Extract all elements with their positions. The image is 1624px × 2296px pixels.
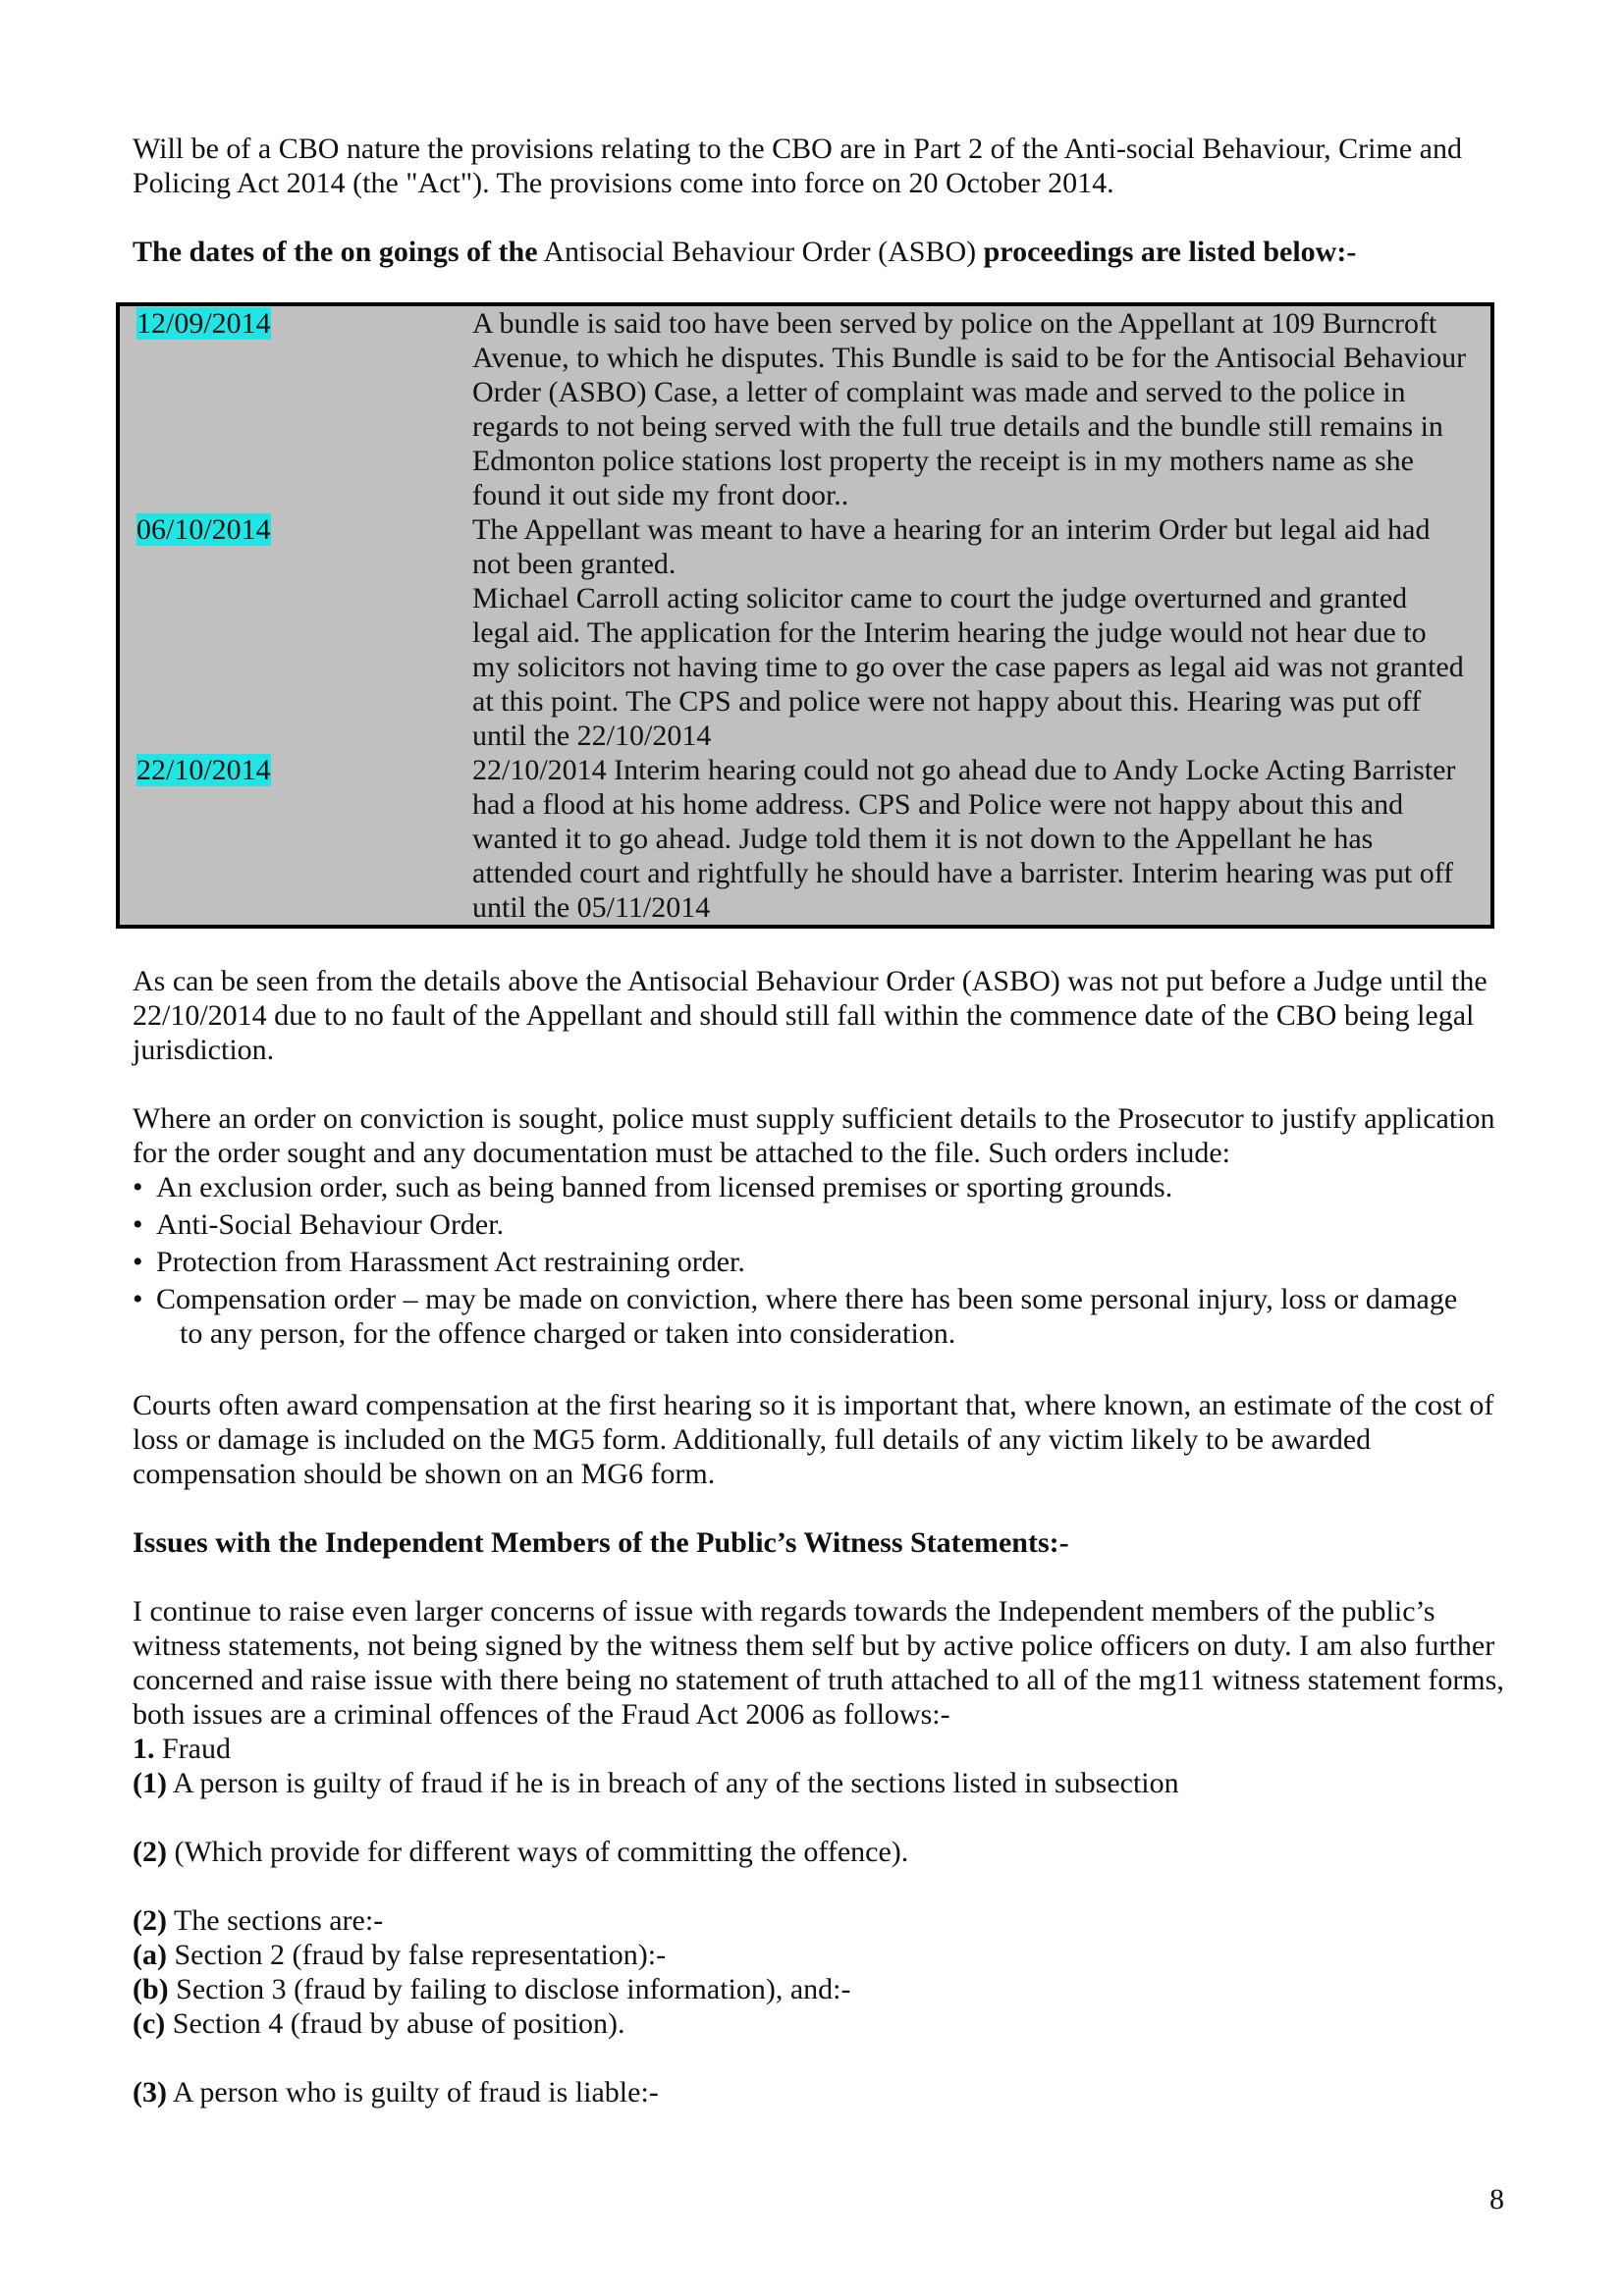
subsection-number: (2) — [133, 1904, 167, 1937]
orders-intro: Where an order on conviction is sought, police must supply sufficient details to the Prosecutor to justify application for the order sought and any documentation must be attached to the file. Such orders include: — [133, 1102, 1495, 1169]
bullet-icon: • — [133, 1171, 143, 1203]
list-item-text: An exclusion order, such as being banned from licensed premises or sporting grounds. — [156, 1171, 1173, 1203]
event-date-cell — [118, 512, 472, 753]
fraud-section-b — [133, 1972, 1507, 2006]
section-text: Section 3 (fraud by failing to disclose information), and:- — [176, 1973, 851, 2005]
event-date: 12/09/2014 — [136, 307, 271, 340]
subsection-text: A person who is guilty of fraud is liable:- — [172, 2076, 659, 2109]
fraud-section-a — [133, 1938, 1507, 1972]
list-item-text-continued: to any person, for the offence charged or taken into consideration. — [180, 1317, 956, 1350]
fraud-title-text: Fraud — [162, 1733, 231, 1765]
event-date-cell — [118, 753, 472, 927]
list-item-text: Protection from Harassment Act restraining order. — [156, 1246, 745, 1278]
after-table-paragraph: As can be seen from the details above the Antisocial Behaviour Order (ASBO) was not put before a Judge until the 22/10/2014 due to no fault of the Appellant and should still fall within the commence date of the CBO being legal jurisdiction. — [133, 965, 1488, 1066]
compensation-paragraph: Courts often award compensation at the first hearing so it is important that, where known, an estimate of the cost of loss or damage is included on the MG5 form. Additionally, full details of any victim likely to be awarded compensation should be shown on an MG6 form. — [133, 1389, 1494, 1490]
list-item — [133, 1282, 1507, 1351]
orders-list — [133, 1170, 1507, 1351]
bullet-icon: • — [133, 1246, 143, 1278]
event-description-continued: Michael Carroll acting solicitor came to court the judge overturned and granted legal aid. The application for the Interim hearing the judge would not hear due to my solicitors not having time to go over the case papers as legal aid was not granted at this point. The CPS and police were not happy about this. Hearing was put off until the 22/10/2014 — [472, 582, 1464, 752]
bullet-icon: • — [133, 1283, 143, 1315]
table-row — [118, 753, 1492, 927]
proceedings-table — [116, 302, 1494, 929]
dates-heading-part3: proceedings are listed below:- — [983, 236, 1357, 268]
list-item — [133, 1245, 1507, 1279]
subsection-number: (2) — [133, 1836, 167, 1868]
issues-body: I continue to raise even larger concerns of issue with regards towards the Independent members of the public’s witness statements, not being signed by the witness them self but by active police officers on duty. I am also further concerned and raise issue with there being no statement of truth attached to all of the mg11 witness statement forms, both issues are a criminal offences of the Fraud Act 2006 as follows:- — [133, 1595, 1504, 1731]
subsection-text: The sections are:- — [173, 1904, 384, 1937]
event-date-cell — [118, 304, 472, 512]
section-text: Section 4 (fraud by abuse of position). — [172, 2007, 625, 2040]
fraud-subsection-2a — [133, 1835, 1507, 1869]
subsection-number: (1) — [133, 1767, 167, 1799]
subsection-number: (3) — [133, 2076, 167, 2109]
list-item — [133, 1207, 1507, 1242]
intro-paragraph: Will be of a CBO nature the provisions relating to the CBO are in Part 2 of the Anti-social Behaviour, Crime and Policing Act 2014 (the "Act"). The provisions come into force on 20 October 2014. — [133, 133, 1462, 199]
section-letter: (b) — [133, 1973, 169, 2005]
section-letter: (a) — [133, 1939, 167, 1971]
fraud-title-number: 1. — [133, 1733, 155, 1765]
dates-heading-part2: Antisocial Behaviour Order (ASBO) — [543, 236, 977, 268]
list-item-text: Anti-Social Behaviour Order. — [156, 1208, 505, 1241]
fraud-section-c — [133, 2006, 1507, 2041]
issues-heading: Issues with the Independent Members of the Public’s Witness Statements:- — [133, 1526, 1069, 1559]
dates-heading-part1: The dates of the on goings of the — [133, 236, 538, 268]
table-row — [118, 304, 1492, 512]
fraud-subsection-3 — [133, 2075, 1507, 2109]
list-item-text: Compensation order – may be made on conviction, where there has been some personal injury, loss or damage — [156, 1283, 1458, 1315]
subsection-text: (Which provide for different ways of committing the offence). — [174, 1836, 909, 1868]
event-description: A bundle is said too have been served by police on the Appellant at 109 Burncroft Avenue, to which he disputes. This Bundle is said to be for the Antisocial Behaviour Order (ASBO) Case, a letter of complaint was made and served to the police in regards to not being served with the full true details and the bundle still remains in Edmonton police stations lost property the receipt is in my mothers name as she found it out side my front door.. — [472, 307, 1467, 511]
event-description-cell — [472, 512, 1492, 753]
section-text: Section 2 (fraud by false representation):- — [174, 1939, 667, 1971]
bullet-icon: • — [133, 1208, 143, 1241]
subsection-text: A person is guilty of fraud if he is in breach of any of the sections listed in subsection — [172, 1767, 1179, 1799]
page-content — [133, 132, 1507, 2109]
table-row — [118, 512, 1492, 753]
fraud-subsection-2 — [133, 1903, 1507, 1938]
event-date: 06/10/2014 — [136, 513, 271, 546]
dates-heading — [133, 235, 1507, 269]
fraud-title — [133, 1732, 1507, 1766]
fraud-subsection-1 — [133, 1766, 1507, 1800]
event-date: 22/10/2014 — [136, 754, 271, 786]
event-description: The Appellant was meant to have a hearing for an interim Order but legal aid had not been granted. — [472, 513, 1431, 580]
section-letter: (c) — [133, 2007, 166, 2040]
event-description: 22/10/2014 Interim hearing could not go ahead due to Andy Locke Acting Barrister had a flood at his home address. CPS and Police were not happy about this and wanted it to go ahead. Judge told them it is not down to the Appellant he has attended court and rightfully he should have a barrister. Interim hearing was put off until the 05/11/2014 — [472, 754, 1456, 924]
list-item — [133, 1170, 1507, 1204]
page-number: 8 — [1489, 2183, 1504, 2216]
